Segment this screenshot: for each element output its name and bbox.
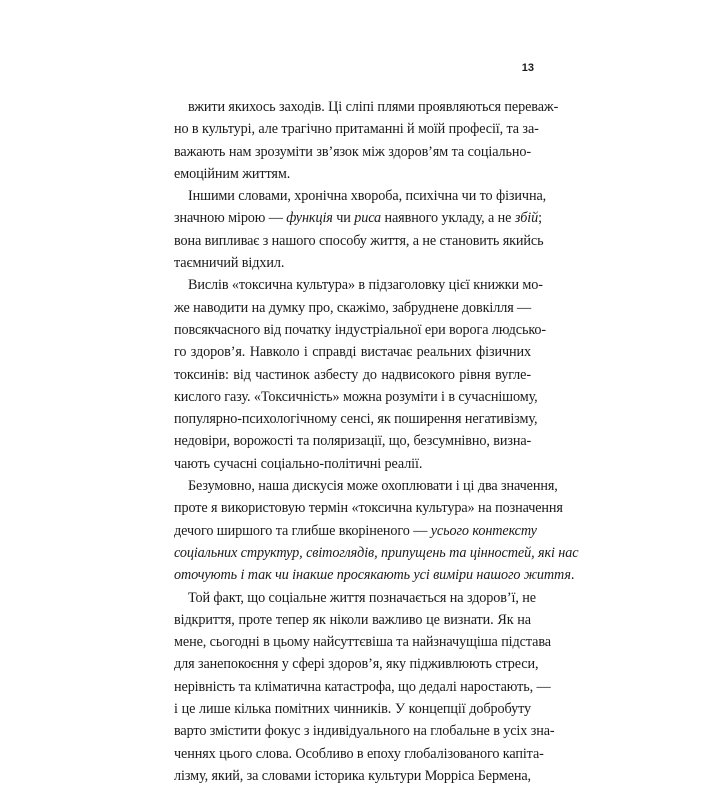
text-line (174, 520, 537, 542)
text-run: емоційним життям. (174, 165, 291, 182)
text-line (174, 96, 559, 118)
text-run: нерівність та кліматична катастрофа, що дедалі наростають, — (174, 678, 551, 695)
italic-text: риса (354, 210, 382, 227)
text-run: проте я використовую термін «токсична культура» на позначення (174, 500, 563, 517)
text-run: чи (332, 210, 355, 227)
text-run: недовіри, ворожості та поляризації, що, безсумнівно, визна- (174, 433, 532, 450)
text-line (174, 609, 531, 631)
text-line (174, 252, 531, 274)
text-line (174, 475, 558, 497)
text-run: популярно-психологічному сенсі, як поширення негативізму, (174, 411, 538, 428)
paragraph (174, 185, 547, 274)
text-line (174, 587, 536, 609)
text-run: го здоров’я. Навколо і справді вистачає реальних фізичних (174, 344, 531, 361)
text-line (174, 653, 539, 675)
text-run: варто змістити фокус з індивідуального на глобальне в усіх зна- (174, 723, 555, 740)
text-line (174, 141, 531, 163)
text-run: повсякчасного від початку індустріальної ери ворога людсько- (174, 321, 547, 338)
text-line (174, 230, 544, 252)
text-run: відкриття, проте тепер як ніколи важливо це визнати. Як на (174, 611, 531, 628)
text-line (174, 765, 531, 787)
italic-text: усього контексту (430, 522, 537, 539)
text-run: Вислів «токсична культура» в підзаголовку цієї книжки мо- (188, 277, 543, 294)
text-line (174, 430, 531, 452)
text-line (174, 274, 543, 296)
text-run: . (570, 567, 575, 584)
text-line (174, 118, 539, 140)
text-run: і це лише кілька помітних чинників. У концепції добробуту (174, 701, 531, 718)
text-line (174, 497, 563, 519)
text-line (174, 676, 551, 698)
text-line (174, 631, 551, 653)
page-number: 13 (521, 62, 534, 74)
text-line (174, 720, 555, 742)
text-line (174, 319, 547, 341)
text-run: Іншими словами, хронічна хвороба, психічна чи то фізична, (188, 188, 547, 205)
paragraph (174, 96, 559, 185)
text-run: дечого ширшого та глибше вкоріненого — (174, 522, 431, 539)
text-run: ченнях цього слова. Особливо в епоху глобалізованого капіта- (174, 745, 544, 762)
text-line (174, 386, 538, 408)
text-line (174, 743, 544, 765)
text-line (174, 542, 579, 564)
text-run: мене, сьогодні в цьому найсуттєвіша та найзначущіша підстава (174, 634, 551, 651)
italic-text: соціальних структур, світоглядів, припущень та цінностей, які нас (174, 544, 579, 561)
body-text (174, 96, 579, 787)
text-run: Безумовно, наша дискусія може охоплювати і ці два значення, (188, 478, 558, 495)
text-run: таємничий відхил. (174, 255, 285, 272)
paragraph (174, 274, 547, 475)
text-line (174, 297, 531, 319)
text-run: ; (538, 210, 542, 227)
text-run: же наводити на думку про, скажімо, забруднене довкілля — (174, 299, 532, 316)
paragraph (174, 587, 555, 787)
text-line (174, 453, 531, 475)
text-line (174, 364, 531, 386)
text-run: наявного укладу, а не (381, 210, 515, 227)
text-run: важають нам зрозуміти зв’язок між здоров’ям та соціально- (174, 143, 531, 160)
text-line (174, 185, 547, 207)
text-run: Той факт, що соціальне життя позначається на здоров’ї, не (188, 589, 536, 606)
text-line (174, 564, 575, 586)
text-run: но в культурі, але трагічно притаманні й моїй професії, та за- (174, 121, 539, 138)
text-run: токсинів: від частинок азбесту до надвисокого рівня вугле- (174, 366, 531, 383)
text-run: кислого газу. «Токсичність» можна розуміти і в сучаснішому, (174, 388, 538, 405)
text-line (174, 408, 538, 430)
italic-text: функція (286, 210, 333, 227)
text-line (174, 163, 531, 185)
italic-text: збій (514, 210, 539, 227)
italic-text: оточують і так чи інакше просякають усі виміри нашого життя (174, 567, 571, 584)
text-run: лізму, який, за словами історика культури Морріса Бермена, (174, 767, 531, 784)
text-line (174, 341, 531, 363)
text-line (174, 698, 531, 720)
text-run: вона випливає з нашого способу життя, а не становить якийсь (174, 232, 544, 249)
text-run: для занепокоєння у сфері здоров’я, яку підживлюють стреси, (174, 656, 539, 673)
text-run: вжити якихось заходів. Ці сліпі плями проявляються переваж- (188, 99, 559, 115)
paragraph (174, 475, 579, 586)
text-line (174, 207, 542, 229)
text-run: чають сучасні соціально-політичні реалії. (174, 455, 423, 472)
text-run: значною мірою — (174, 210, 287, 227)
